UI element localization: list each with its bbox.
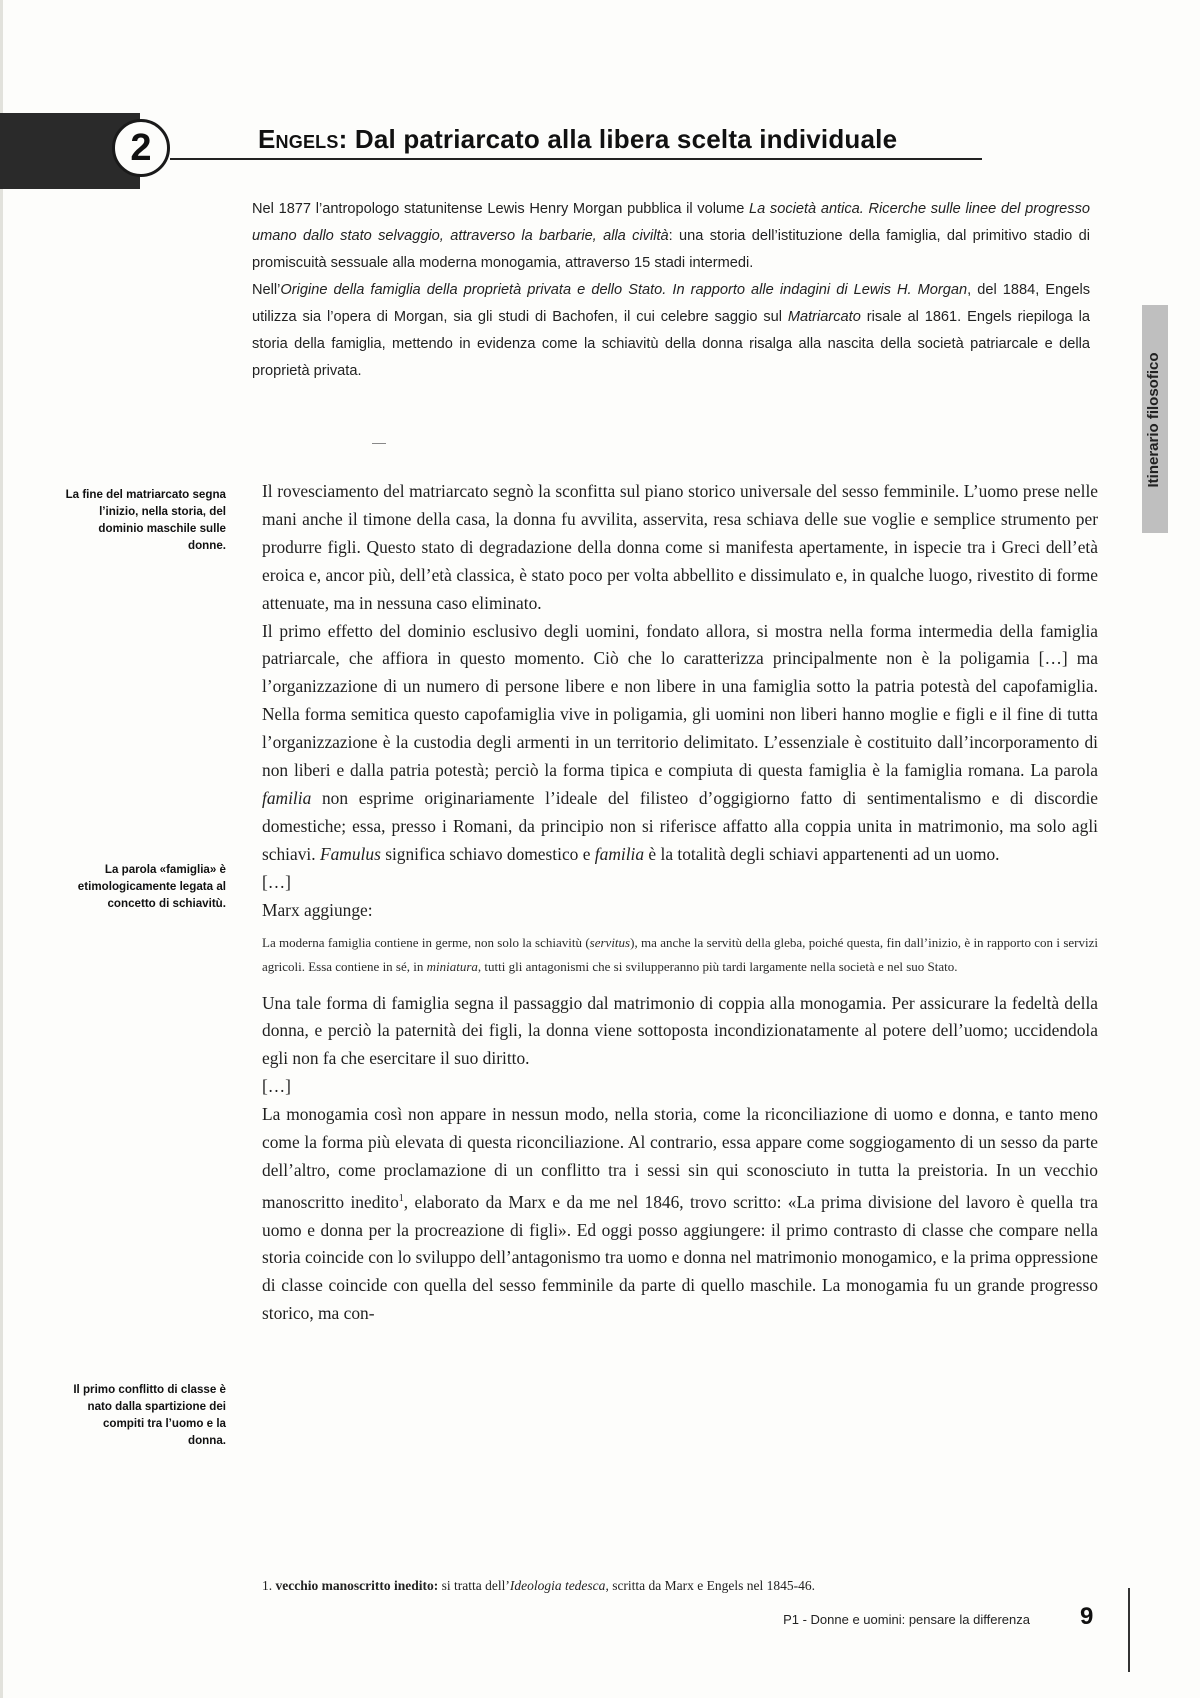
- title-rule: [170, 158, 982, 160]
- intro-paragraph-2: [252, 277, 1090, 385]
- intro-italic-title: Matriarcato: [787, 309, 861, 325]
- body-text: , elaborato da Marx e da me nel 1846, trovo scritto: «La prima divisione del lavoro è quella tra uomo e donna per la procreazione di figli». Ed oggi posso aggiungere: il primo contrasto di classe che compare nella storia coincide con lo sviluppo dell’antagonismo tra uomo e donna nel matrimonio monogamico, e la prima oppressione di classe coincide con quella del sesso femminile da parte di quello maschile. La monogamia fu un grande progresso storico, ma con-: [262, 1191, 1099, 1324]
- margin-note-1: La fine del matriarcato segna l’inizio, nella storia, del dominio maschile sulle donne.: [65, 488, 226, 552]
- footnote: [262, 1578, 1098, 1594]
- marx-intro: Marx aggiunge:: [262, 899, 373, 920]
- quote-italic: servitus: [589, 934, 631, 950]
- main-text: [262, 478, 1098, 1328]
- body-italic: Famulus: [319, 843, 381, 864]
- margin-note-3: Il primo conflitto di classe è nato dalla spartizione dei compiti tra l’uomo e la donna.: [73, 1383, 226, 1447]
- footnote-text: si tratta dell’: [438, 1578, 510, 1593]
- intro-italic-title: La società antica. Ricerche sulle linee del progresso umano dallo stato selvaggio, attraverso la barbarie, alla civiltà: [252, 201, 1090, 244]
- separator-dash: [372, 443, 386, 444]
- footnote-italic: Ideologia tedesca: [509, 1578, 606, 1593]
- title-rest: : Dal patriarcato alla libera scelta individuale: [338, 124, 898, 154]
- running-footer: P1 - Donne e uomini: pensare la differenza: [783, 1612, 1030, 1627]
- quote-text: ), ma anche la servitù della gleba, poiché questa, fin dall’inizio, è in rapporto con i servizi agricoli. Essa contiene in sé, in: [262, 934, 1099, 974]
- intro-italic-title: Origine della famiglia della proprietà privata e dello Stato. In rapporto alle indagini di Lewis H. Morgan: [280, 282, 968, 298]
- body-text: è la totalità degli schiavi appartenenti ad un uomo.: [644, 843, 1000, 864]
- intro-text: Nell’: [252, 282, 281, 298]
- quote-text: La moderna famiglia contiene in germe, non solo la schiavitù (: [262, 934, 590, 950]
- page-title: [258, 124, 998, 155]
- body-paragraph-2: [262, 618, 1098, 869]
- footnote-number: 1.: [262, 1578, 273, 1593]
- side-tab-label: Itinerario filosofico: [1145, 352, 1162, 488]
- intro-box: [252, 196, 1090, 385]
- footnote-text: , scritta da Marx e Engels nel 1845-46.: [605, 1578, 816, 1593]
- body-italic: familia: [594, 843, 645, 864]
- footer-rule: [1128, 1588, 1130, 1672]
- intro-text: , del 1884, Engels utilizza sia l’opera di Morgan, sia gli studi di Bachofen, il cui celebre saggio sul: [252, 282, 1090, 325]
- chapter-number-text: 2: [130, 126, 152, 169]
- ellipsis-1: […]: [262, 871, 291, 892]
- ellipsis-2: […]: [262, 1076, 291, 1097]
- quote-italic: miniatura: [426, 958, 478, 974]
- chapter-number: [112, 119, 170, 177]
- body-paragraph-3: Una tale forma di famiglia segna il passaggio dal matrimonio di coppia alla monogamia. Per assicurare la fedeltà della donna, e perciò la paternità dei figli, la donna viene sottoposta incondizionatamente al potere dell’uomo; uccidendola egli non fa che esercitare il suo diritto.: [262, 992, 1098, 1069]
- margin-note-2: La parola «famiglia» è etimologicamente legata al concetto di schiavitù.: [77, 863, 226, 910]
- quote-text: , tutti gli antagonismi che si svilupperanno più tardi largamente nella società e nel suo Stato.: [477, 958, 958, 974]
- intro-text: Nel 1877 l’antropologo statunitense Lewis Henry Morgan pubblica il volume: [252, 201, 749, 217]
- intro-text: risale al 1861. Engels riepiloga la storia della famiglia, mettendo in evidenza come la schiavitù della donna risalga alla nascita della società patriarcale e della proprietà privata.: [252, 309, 1090, 379]
- body-paragraph-4: [262, 1101, 1098, 1328]
- intro-paragraph-1: [252, 196, 1090, 277]
- marx-quote: [262, 931, 1098, 979]
- page-number: 9: [1080, 1603, 1094, 1630]
- title-author: Engels: [258, 124, 339, 154]
- footnote-term: vecchio manoscritto inedito:: [275, 1578, 439, 1593]
- scan-edge: [0, 0, 3, 1698]
- body-text: La monogamia così non appare in nessun modo, nella storia, come la riconciliazione di uomo e donna, e tanto meno come la forma più elevata di questa riconciliazione. Al contrario, essa appare come soggiogamento di un sesso da parte dell’altro, come proclamazione di un conflitto tra i sessi sin qui sconosciuto in tutta la preistoria. In un vecchio manoscritto inedito: [262, 1104, 1098, 1212]
- body-paragraph-1: Il rovesciamento del matriarcato segnò la sconfitta sul piano storico universale del sesso femminile. L’uomo prese nelle mani anche il timone della casa, la donna fu avvilita, asservita, resa schiava delle sue voglie e semplice strumento per produrre figli. Questo stato di degradazione della donna come si manifesta apertamente, in ispecie tra i Greci dell’età eroica e, ancor più, dell’età classica, è stato poco per volta abbellito e dissimulato e, in qualche luogo, rivestito di forme attenuate, ma in nessuna caso eliminato.: [262, 481, 1098, 613]
- body-text: Il primo effetto del dominio esclusivo degli uomini, fondato allora, si mostra nella forma intermedia della famiglia patriarcale, che affiora in questo momento. Ciò che lo caratterizza principalmente non è la poligamia […] ma l’organizzazione di un numero di persone libere e non libere in una famiglia sotto la patria potestà del capofamiglia. Nella forma semitica questo capofamiglia vive in poligamia, gli uomini non liberi hanno moglie e figli e il fine di tutta l’organizzazione è la custodia degli armenti in un territorio delimitato. L’essenziale è costituito dall’incorporamento di non liberi e dalla patria potestà; perciò la forma tipica e compiuta di questa famiglia è la famiglia romana. La parola: [262, 620, 1098, 781]
- body-text: significa schiavo domestico e: [380, 843, 595, 864]
- body-text: non esprime originariamente l’ideale del filisteo d’oggigiorno fatto di sentimentalismo e di discordie domestiche; essa, presso i Romani, da principio non si riferisce affatto alla coppia unita in matrimonio, ma solo agli schiavi.: [262, 787, 1098, 864]
- footnote-ref[interactable]: 1: [398, 1192, 404, 1204]
- body-italic: familia: [262, 787, 312, 808]
- intro-text: : una storia dell’istituzione della famiglia, dal primitivo stadio di promiscuità sessuale alla moderna monogamia, attraverso 15 stadi intermedi.: [252, 228, 1090, 271]
